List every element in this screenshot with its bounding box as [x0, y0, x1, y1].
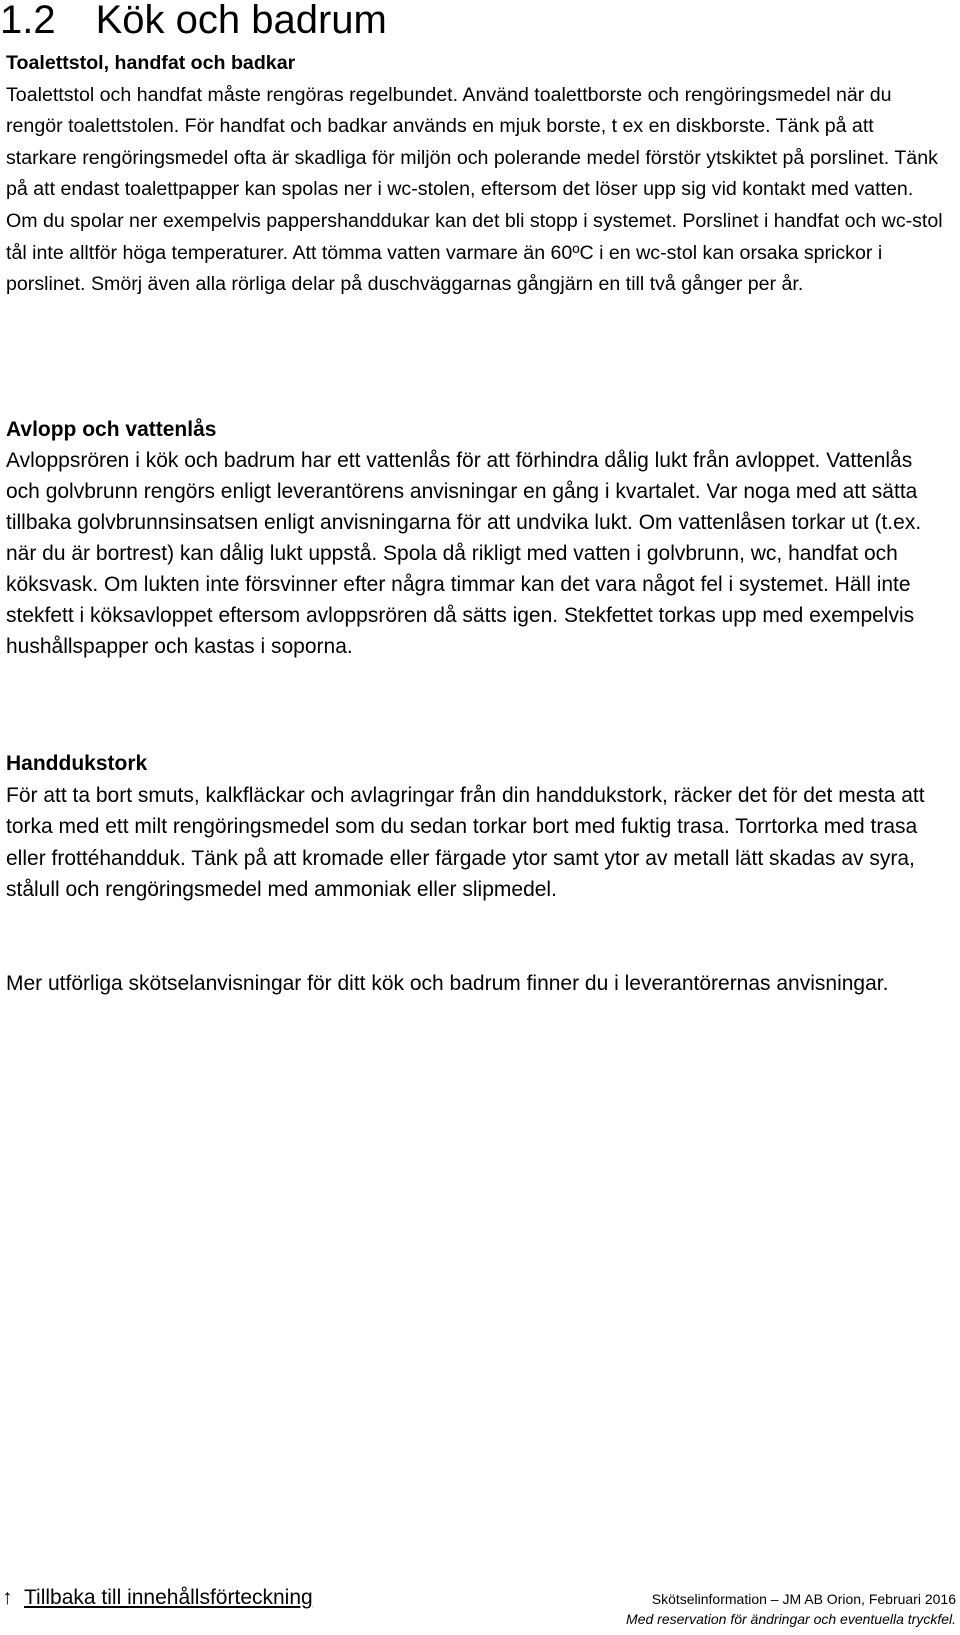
footer-note-text: Med reservation för ändringar och eventuella tryckfel. — [626, 1611, 956, 1627]
section-avlopp — [6, 414, 946, 662]
footer-info-text: Skötselinformation – JM AB Orion, Februari 2016 — [651, 1591, 956, 1607]
section-body: Mer utförliga skötselanvisningar för ditt kök och badrum finner du i leverantörernas anvisningar. — [6, 972, 889, 995]
page-footer — [626, 1589, 956, 1629]
section-mer-info — [6, 968, 946, 999]
section-toalettstol — [6, 48, 946, 301]
up-arrow-icon: ↑ — [2, 1586, 13, 1609]
page-title: 1.2 Kök och badrum — [0, 0, 387, 42]
section-body: Toalettstol och handfat måste rengöras regelbundet. Använd toalettborste och rengöringsmedel när du rengör toalettstolen. För handfat och badkar används en mjuk borste, t ex en diskborste. Tänk på att starkare rengöringsmedel ofta är skadliga för miljön och polerande medel förstör ytskiktet på porslinet. Tänk på att endast toalettpapper kan spolas ner i wc-stolen, eftersom det löser upp sig vid kontakt med vatten. Om du spolar ner exempelvis pappershanddukar kan det bli stopp i systemet. Porslinet i handfat och wc-stol tål inte alltför höga temperaturer. Att tömma vatten varmare än 60ºC i en wc-stol kan orsaka sprickor i porslinet. Smörj även alla rörliga delar på duschväggarnas gångjärn en till två gånger per år. — [6, 83, 943, 296]
section-body: För att ta bort smuts, kalkfläckar och avlagringar från din handdukstork, räcker det för det mesta att torka med ett milt rengöringsmedel som du sedan torkar bort med fuktig trasa. Torrtorka med trasa eller frottéhandduk. Tänk på att kromade eller färgade ytor samt ytor av metall lätt skadas av syra, stålull och rengöringsmedel med ammoniak eller slipmedel. — [6, 783, 925, 901]
section-body: Avloppsrören i kök och badrum har ett vattenlås för att förhindra dålig lukt från avloppet. Vattenlås och golvbrunn rengörs enligt leverantörens anvisningar en gång i kvartalet. Var noga med att sätta tillbaka golvbrunnsinsatsen enligt anvisningarna för att undvika lukt. Om vattenlåsen torkar ut (t.ex. när du är bortrest) kan dålig lukt uppstå. Spola då rikligt med vatten i golvbrunn, wc, handfat och köksvask. Om lukten inte försvinner efter några timmar kan det vara något fel i systemet. Häll inte stekfett i köksavloppet eftersom avloppsrören då sätts igen. Stekfettet torkas upp med exempelvis hushållspapper och kastas i soporna. — [6, 449, 922, 658]
back-link-label: Tillbaka till innehållsförteckning — [24, 1586, 313, 1609]
section-heading: Toalettstol, handfat och badkar — [6, 52, 296, 74]
section-handdukstork — [6, 748, 946, 906]
back-to-contents-link[interactable] — [2, 1584, 313, 1612]
section-heading: Handdukstork — [6, 752, 148, 775]
section-heading: Avlopp och vattenlås — [6, 418, 217, 441]
